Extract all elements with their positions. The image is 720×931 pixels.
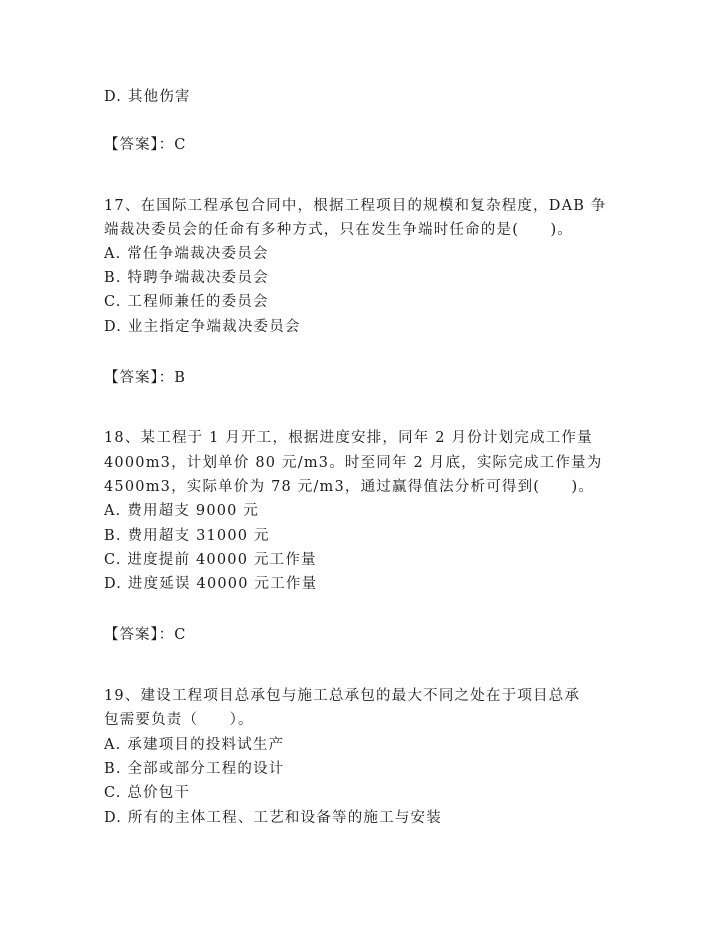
q18-option-b: B. 费用超支 31000 元 (104, 528, 270, 544)
q18-option-c: C. 进度提前 40000 元工作量 (104, 552, 317, 568)
q17-option-b: B. 特聘争端裁决委员会 (104, 270, 269, 286)
q19-stem-line1: 19、建设工程项目总承包与施工总承包的最大不同之处在于项目总承 (104, 688, 581, 704)
q16-option-d: D. 其他伤害 (104, 89, 191, 105)
q17-stem-line2: 端裁决委员会的任命有多种方式，只在发生争端时任命的是( )。 (104, 222, 574, 238)
q19-stem-line2: 包需要负责（ ）。 (104, 712, 254, 728)
q19-option-b: B. 全部或部分工程的设计 (104, 761, 285, 777)
q19-option-c: C. 总价包干 (104, 785, 191, 801)
q18-stem-line2: 4000m3，计划单价 80 元/m3。时至同年 2 月底，实际完成工作量为 (104, 455, 603, 471)
q18-option-d: D. 进度延误 40000 元工作量 (104, 576, 318, 592)
q17-option-d: D. 业主指定争端裁决委员会 (104, 319, 301, 335)
q18-answer: 【答案】：C (104, 627, 187, 643)
q18-stem-line1: 18、某工程于 1 月开工，根据进度安排，同年 2 月份计划完成工作量 (104, 430, 593, 446)
q18-option-a: A. 费用超支 9000 元 (104, 503, 260, 519)
q17-stem-line1: 17、在国际工程承包合同中，根据工程项目的规模和复杂程度，DAB 争 (104, 198, 607, 214)
q17-answer: 【答案】：B (104, 370, 186, 386)
q18-stem-line3: 4500m3，实际单价为 78 元/m3，通过赢得值法分析可得到( )。 (104, 479, 595, 495)
q16-answer: 【答案】：C (104, 137, 187, 153)
q19-option-d: D. 所有的主体工程、工艺和设备等的施工与安装 (104, 810, 442, 826)
q17-option-a: A. 常任争端裁决委员会 (104, 246, 269, 262)
q19-option-a: A. 承建项目的投料试生产 (104, 737, 285, 753)
q17-option-c: C. 工程师兼任的委员会 (104, 294, 269, 310)
